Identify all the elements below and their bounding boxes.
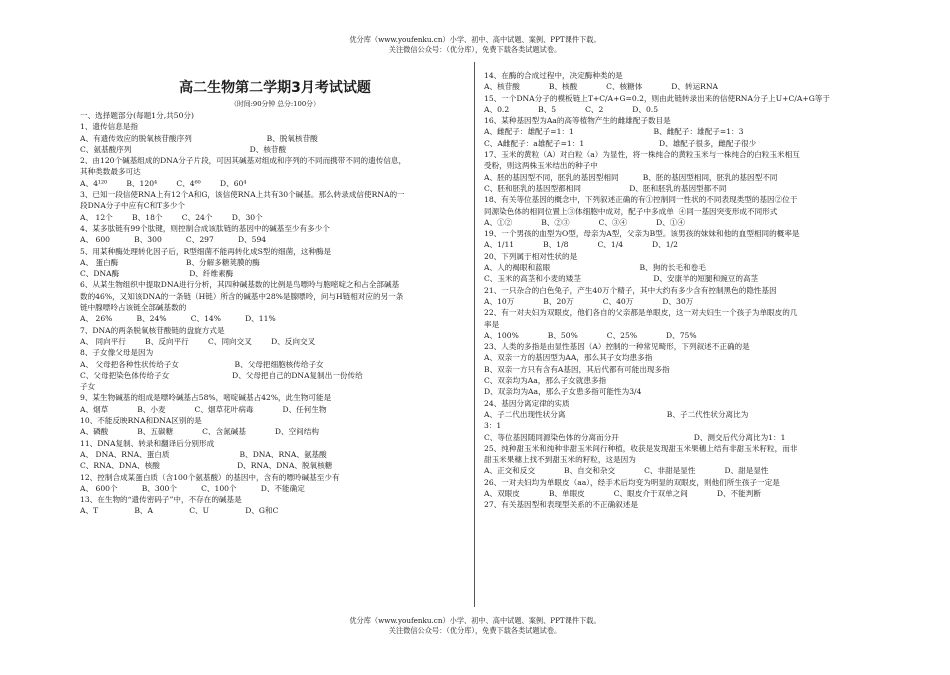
left-column bbox=[80, 78, 470, 517]
question-line: A、雌配子：雄配子=1：1 B、雌配子：雄配子=1：3 bbox=[484, 127, 744, 137]
question-line: 12、控制合成某蛋白质（含100个氨基酸）的基因中，含有的嘌呤碱基至少有 bbox=[80, 472, 340, 482]
question-line: A、子二代出现性状分离 B、子二代性状分离比为 bbox=[484, 409, 749, 419]
question-line: 7、DNA的两条脱氧核苷酸链的盘旋方式是 bbox=[80, 325, 225, 335]
question-line: 18、有关等位基因的概念中，下列叙述正确的有①控制同一性状的不同表现类型的基因②位于 bbox=[484, 195, 798, 205]
question-line: C、RNA、DNA、核酸 D、RNA、DNA、脱氧核糖 bbox=[80, 461, 333, 471]
question-line: 受粉，则这两株玉米结出的种子中 bbox=[484, 161, 598, 171]
question-line: A、4¹²⁰ B、120⁴ C、4⁶⁰ D、60⁴ bbox=[80, 178, 247, 188]
question-line: A、 同向平行 B、反向平行 C、同向交叉 D、反向交叉 bbox=[80, 336, 316, 346]
question-line: 19、一个男孩的血型为O型，母亲为A型，父亲为B型。该男孩的妹妹和他的血型相同的概率是 bbox=[484, 229, 800, 239]
question-line: 21、一只杂合的白色兔子，产生40万个精子，其中大约有多少含有控制黑色的隐性基因 bbox=[484, 285, 777, 295]
question-line: 11、DNA复制、转录和翻译后分别形成 bbox=[80, 438, 215, 448]
header-banner bbox=[300, 35, 650, 55]
question-line: A、烟草 B、小麦 C、烟草花叶病毒 D、任何生物 bbox=[80, 404, 327, 414]
question-line: 链中腺嘌呤占该链全部碱基数的 bbox=[80, 303, 187, 313]
question-line: A、①② B、②③ C、③④ D、①④ bbox=[484, 217, 685, 227]
question-line: 15、一个DNA分子的模板链上T+C/A+G=0.2，则由此链转录出来的信使RNA分子上U+C/A+G等于 bbox=[484, 93, 830, 103]
question-line: 8、子女像父母是因为 bbox=[80, 348, 154, 358]
question-line: 一、选择题部分(每题1分,共50分) bbox=[80, 111, 194, 120]
question-line: C、氨基酸序列 D、核苷酸 bbox=[80, 144, 287, 154]
question-line: 23、人类的多指是由显性基因（A）控制的一种常见畸形，下列叙述不正确的是 bbox=[484, 342, 750, 352]
question-line: 25、纯种甜玉米和纯种非甜玉米间行种植，收获是发现甜玉米果穗上结有非甜玉米籽粒，而非 bbox=[484, 443, 798, 453]
column-divider bbox=[474, 62, 475, 607]
footer-line-2: 关注微信公众号：（优分库），免费下载各类试题试卷。 bbox=[388, 626, 562, 635]
question-line: 14、在酶的合成过程中，决定酶种类的是 bbox=[484, 71, 623, 80]
question-line: A、核苷酸 B、核酸 C、核糖体 D、转运RNA bbox=[484, 82, 719, 92]
question-line: A、有遗传效应的脱氧核苷酸序列 B、脱氧核苷酸 bbox=[80, 133, 318, 143]
question-line: 10、不能反映RNA和DNA区别的是 bbox=[80, 416, 202, 426]
question-line: 24、基因分离定律的实质 bbox=[484, 398, 570, 408]
question-line: 数的46%，又知该DNA的一条链（H链）所含的碱基中28%是腺嘌呤，问与H链相对应的另一条 bbox=[80, 291, 404, 301]
question-line: B、双亲一方只有含有A基因，其后代都有可能出现多指 bbox=[484, 364, 670, 374]
question-line: A、 父母把各种性状传给子女 B、父母把细胞核传给子女 bbox=[80, 359, 324, 369]
question-line: A、 DNA、RNA、蛋白质 B、DNA、RNA、氨基酸 bbox=[80, 449, 327, 459]
question-line: A、人的褐眼和蓝眼 B、狗的长毛和卷毛 bbox=[484, 263, 706, 273]
question-line: A、 26% B、24% C、14% D、11% bbox=[80, 314, 276, 324]
question-line: 4、某多肽链有99个肽键，则控制合成该肽链的基因中的碱基至少有多少个 bbox=[80, 223, 330, 233]
question-line: C、胚和胚乳的基因型都相同 D、胚和胚乳的基因型都不同 bbox=[484, 183, 727, 193]
question-line: 16、某种基因型为Aa的高等植物产生的雌雄配子数目是 bbox=[484, 116, 671, 126]
question-line: A、胚的基因型不同，胚乳的基因型相同 B、胚的基因型相同，胚乳的基因型不同 bbox=[484, 172, 778, 182]
question-line: A、 12个 B、18个 C、24个 D、30个 bbox=[80, 212, 263, 222]
question-line: C、A雌配子：a雄配子=1：1 D、雄配子很多，雌配子很少 bbox=[484, 138, 757, 148]
question-line: 段DNA分子中应有C和T多少个 bbox=[80, 201, 186, 211]
question-line: A、10万 B、20万 C、40万 D、30万 bbox=[484, 296, 694, 306]
question-line: A、 蛋白酶 B、分解多糖荚膜的酶 bbox=[80, 257, 260, 267]
question-line: C、等位基因随同源染色体的分离而分开 D、测交后代分离比为1：1 bbox=[484, 432, 786, 442]
question-line: 26、一对夫妇均为单眼皮（aa），经手术后均变为明显的双眼皮，则他们所生孩子一定是 bbox=[484, 477, 780, 487]
page-title: 高二生物第二学期3月考试试题 bbox=[179, 80, 371, 96]
question-line: 1、遗传信息是指 bbox=[80, 122, 138, 132]
question-line: A、正交和反交 B、自交和杂交 C、非甜是显性 D、甜是显性 bbox=[484, 466, 769, 476]
question-line: 27、有关基因型和表现型关系的不正确叙述是 bbox=[484, 500, 638, 510]
question-line: A、100% B、50% C、25% D、75% bbox=[484, 330, 697, 340]
question-line: 5、用某种酶处理转化因子后，R型细菌不能再转化成S型的细菌，这种酶是 bbox=[80, 246, 332, 256]
question-line: D、双亲均为Aa，那么子女患多指可能性为3/4 bbox=[484, 387, 642, 397]
question-line: 17、玉米的黄粒（A）对白粒（a）为显性，将一株纯合的黄粒玉米与一株纯合的白粒玉米相互 bbox=[484, 150, 800, 160]
left-question-list bbox=[80, 110, 470, 517]
right-question-list bbox=[484, 70, 874, 511]
question-line: C、双亲均为Aa，那么子女就患多指 bbox=[484, 376, 607, 386]
question-line: A、双眼皮 B、单眼皮 C、眼皮介于双单之间 D、不能判断 bbox=[484, 488, 761, 498]
question-line: 其种类数最多可达 bbox=[80, 167, 141, 177]
question-line: 22、有一对夫妇为双眼皮，他们各自的父亲都是单眼皮，这一对夫妇生一个孩子为单眼皮的几 bbox=[484, 308, 798, 318]
exam-info: （时间:90分钟 总分:100分） bbox=[230, 100, 320, 108]
footer-line-1: 优分库（www.youfenku.cn）小学、初中、高中试题、案例、PPT课件下载。 bbox=[349, 616, 601, 625]
question-line: A、磷酸 B、五碳糖 C、含氮碱基 D、空间结构 bbox=[80, 427, 319, 437]
question-line: 同源染色体的相同位置上③体细胞中成对，配子中多成单 ④同一基因突变形成不同形式 bbox=[484, 206, 778, 216]
question-line: A、 600个 B、300个 C、100个 D、不能确定 bbox=[80, 483, 305, 493]
question-line: 子女 bbox=[80, 382, 96, 392]
question-line: C、玉米的高茎和小麦的矮茎 D、安康羊的短腿和豌豆的高茎 bbox=[484, 274, 759, 284]
question-line: A、T B、A C、U D、G和C bbox=[80, 506, 279, 516]
question-line: 13、在生物的“遗传密码子”中，不存在的碱基是 bbox=[80, 495, 242, 505]
question-line: A、 600 B、300 C、297 D、594 bbox=[80, 235, 267, 245]
question-line: 甜玉米果穗上找不到甜玉米的籽粒，这是因为 bbox=[484, 455, 636, 465]
question-line: 3：1 bbox=[484, 421, 502, 431]
question-line: 20、下列属于相对性状的是 bbox=[484, 251, 578, 261]
footer-banner bbox=[300, 616, 650, 636]
question-line: 率是 bbox=[484, 319, 500, 329]
header-line-2: 关注微信公众号：（优分库），免费下载各类试题试卷。 bbox=[388, 45, 562, 54]
question-line: C、DNA酶 D、纤维素酶 bbox=[80, 269, 234, 279]
question-line: 9、某生物碱基的组成是嘌呤碱基占58%，嘧啶碱基占42%，此生物可能是 bbox=[80, 393, 332, 403]
question-line: C、父母把染色体传给子女 D、父母把自己的DNA复制出一份传给 bbox=[80, 370, 363, 380]
question-line: 2、由120个碱基组成的DNA分子片段，可因其碱基对组成和序列的不同而携带不同的遗传信息， bbox=[80, 156, 407, 166]
question-line: A、1/11 B、1/8 C、1/4 D、1/2 bbox=[484, 240, 678, 250]
question-line: A、0.2 B、5 C、2 D、0.5 bbox=[484, 104, 659, 114]
question-line: 3、已知一段信使RNA上有12个A和G，该信使RNA上共有30个碱基。那么转录成信使RNA的一 bbox=[80, 190, 405, 200]
right-column bbox=[484, 70, 874, 511]
question-line: 6、从某生物组织中提取DNA进行分析，其四种碱基数的比例是鸟嘌呤与胞嘧啶之和占全部碱基 bbox=[80, 280, 400, 290]
header-line-1: 优分库（www.youfenku.cn）小学、初中、高中试题、案例、PPT课件下载。 bbox=[349, 35, 601, 44]
question-line: A、双亲一方的基因型为AA，那么其子女均患多指 bbox=[484, 353, 653, 363]
